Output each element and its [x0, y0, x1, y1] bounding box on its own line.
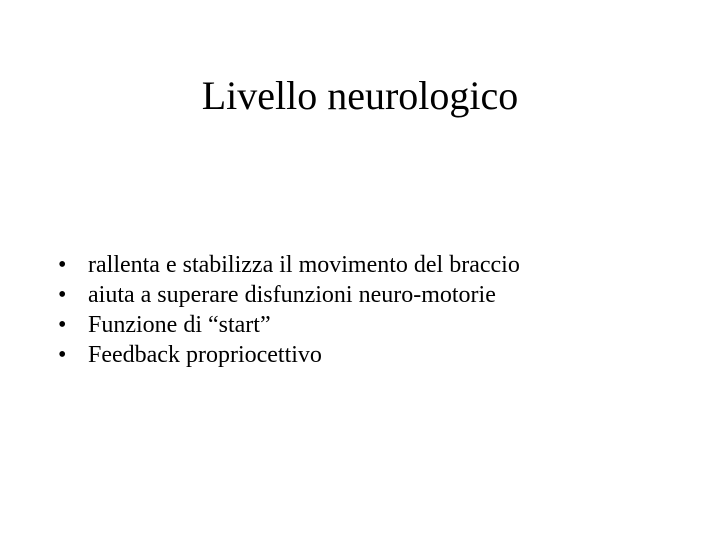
bullet-marker: • [58, 282, 67, 308]
list-item [58, 310, 520, 340]
bullet-marker: • [58, 252, 67, 278]
bullet-marker: • [58, 342, 67, 368]
list-item [58, 340, 520, 370]
bullet-text: rallenta e stabilizza il movimento del braccio [88, 252, 520, 278]
bullet-text: Funzione di “start” [88, 312, 271, 338]
bullet-text: aiuta a superare disfunzioni neuro-motorie [88, 282, 496, 308]
list-item [58, 250, 520, 280]
list-item [58, 280, 520, 310]
bullet-marker: • [58, 312, 67, 338]
bullet-list [58, 250, 520, 370]
slide-title: Livello neurologico [201, 73, 519, 118]
bullet-text: Feedback propriocettivo [88, 342, 322, 368]
